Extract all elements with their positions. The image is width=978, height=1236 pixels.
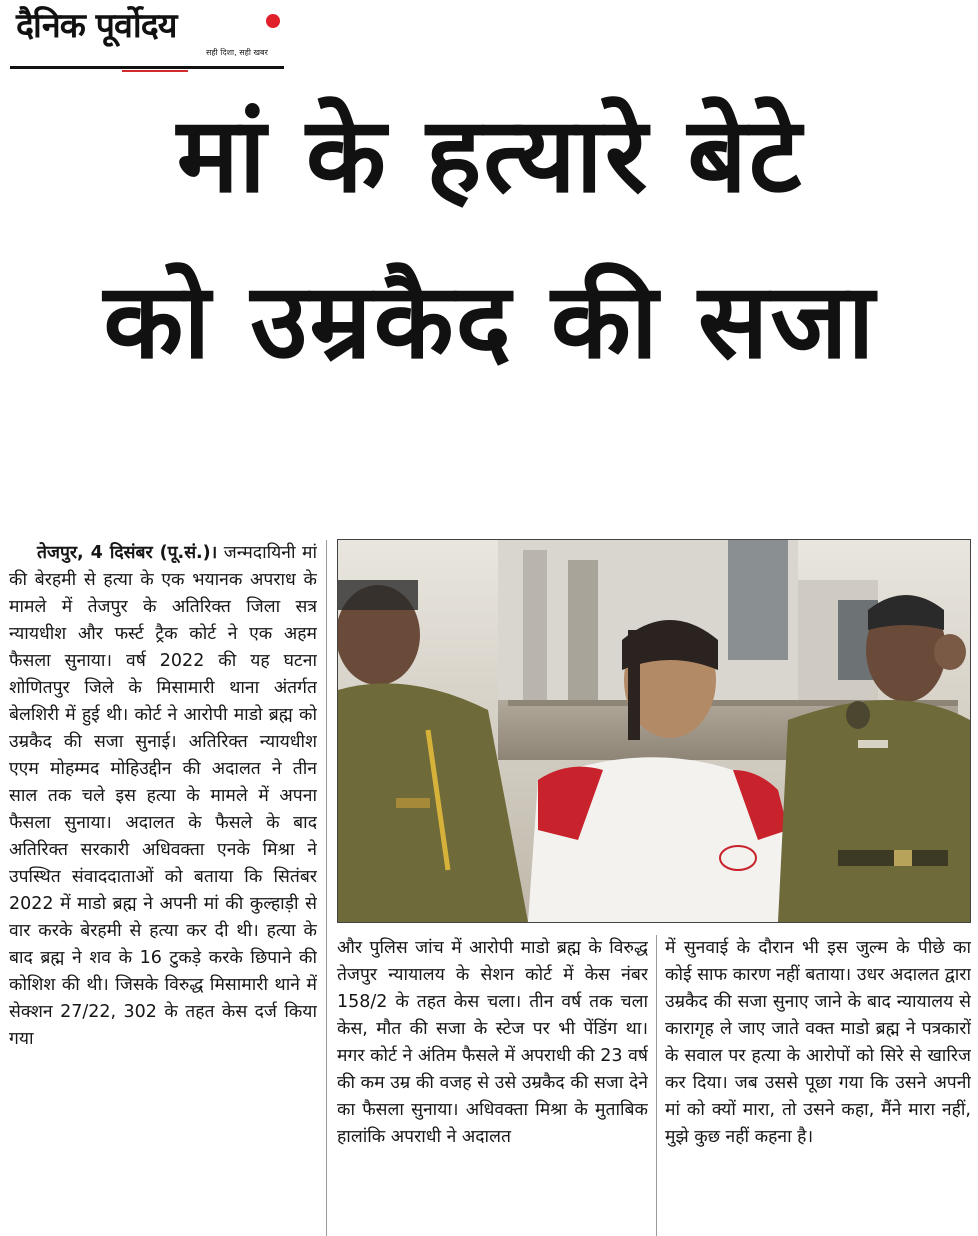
column-divider bbox=[326, 540, 327, 1236]
column-divider bbox=[656, 935, 657, 1236]
headline bbox=[40, 92, 940, 384]
headline-line-1: मां के हत्यारे बेटे bbox=[176, 94, 804, 216]
article-dateline: तेजपुर, 4 दिसंबर (पू.सं.)। bbox=[37, 543, 218, 563]
article-column-2-text: और पुलिस जांच में आरोपी माडो ब्रह्म के विरुद्ध तेजपुर न्यायालय के सेशन कोर्ट में केस नंबर 158/2 के तहत केस चला। तीन वर्ष तक चला केस, मौत की सजा के स्टेज पर भी पेंडिंग था। मगर कोर्ट ने अंतिम फैसले में अपराधी की 23 वर्ष की कम उम्र की वजह से उसे उम्रकैद की सजा देने का फैसला सुनाया। अधिवक्ता मिश्रा के मुताबिक हालांकि अपराधी ने अदालत bbox=[337, 938, 648, 1147]
logo-red-dot-icon bbox=[266, 14, 280, 28]
newspaper-tagline: सही दिशा, सही खबर bbox=[206, 48, 268, 57]
news-photo bbox=[337, 539, 971, 923]
headline-line-2: को उम्रकैद की सजा bbox=[103, 260, 877, 382]
article-column-2 bbox=[337, 935, 648, 1236]
article-column-3 bbox=[665, 935, 971, 1236]
masthead-rule bbox=[10, 66, 284, 69]
masthead-red-line bbox=[122, 70, 188, 72]
masthead bbox=[10, 4, 286, 74]
court-photo-illustration bbox=[338, 540, 970, 922]
article-column-1 bbox=[9, 540, 317, 1236]
article-column-3-text: में सुनवाई के दौरान भी इस जुल्म के पीछे का कोई साफ कारण नहीं बताया। उधर अदालत द्वारा उम्रकैद की सजा सुनाए जाने के बाद न्यायालय से कारागृह ले जाए जाते वक्त माडो ब्रह्म ने पत्रकारों के सवाल पर हत्या के आरोपों को सिरे से खारिज कर दिया। जब उससे पूछा गया कि उसने अपनी मां को क्यों मारा, तो उसने कहा, मैंने मारा नहीं, मुझे कुछ नहीं कहना है। bbox=[665, 938, 971, 1147]
newspaper-logo: दैनिक पूर्वोदय bbox=[16, 6, 177, 46]
article-column-1-text: जन्मदायिनी मां की बेरहमी से हत्या के एक भयानक अपराध के मामले में तेजपुर के अतिरिक्त जिला सत्र न्यायधीश और फर्स्ट ट्रैक कोर्ट ने एक अहम फैसला सुनाया। वर्ष 2022 की यह घटना शोणितपुर जिले के मिसामारी थाना अंतर्गत बेलशिरी में हुई थी। कोर्ट ने आरोपी माडो ब्रह्म को उम्रकैद की सजा सुनाई। अतिरिक्त न्यायधीश एएम मोहम्मद मोहिउद्दीन की अदालत ने तीन साल तक चले इस हत्या के मामले में अपना फैसला सुनाया। अदालत के फैसले के बाद अतिरिक्त सरकारी अधिवक्ता एनके मिश्रा ने उपस्थित संवाददाताओं को बताया कि सितंबर 2022 में माडो ब्रह्म ने अपनी मां की कुल्हाड़ी से वार करके बेरहमी से हत्या कर दी थी। हत्या के बाद ब्रह्म ने शव के 16 टुकड़े करके छिपाने की कोशिश की थी। जिसके विरुद्ध मिसामारी थाने में सेक्शन 27/22, 302 के तहत केस दर्ज किया गया bbox=[9, 543, 317, 1049]
